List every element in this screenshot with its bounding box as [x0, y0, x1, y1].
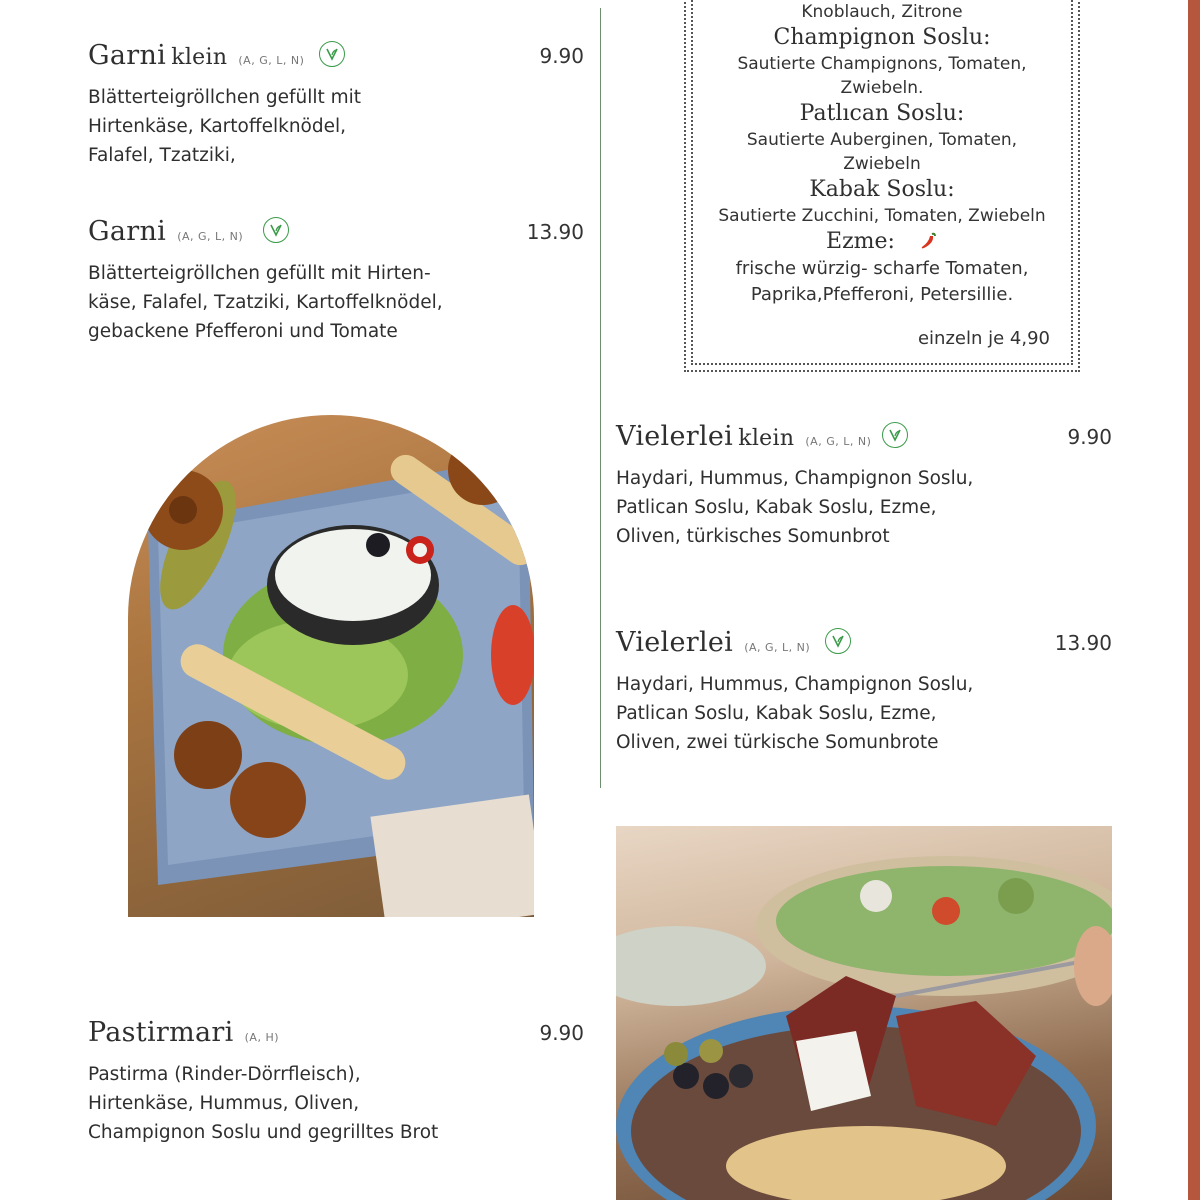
item-name-suffix: klein: [171, 45, 228, 70]
sauce-description: Sautierte Zucchini, Tomaten, Zwiebeln: [718, 206, 1046, 226]
allergen-codes: (A, G, L, N): [177, 230, 244, 243]
sauce-name: Champignon Soslu:: [773, 25, 991, 50]
allergen-codes: (A, G, L, N): [744, 641, 811, 654]
menu-item-vielerlei-klein: [616, 421, 1112, 551]
menu-item-garni: [88, 216, 584, 346]
sauce-description: frische würzig- scharfe Tomaten, Paprika,Pfefferoni, Petersillie.: [735, 258, 1029, 305]
menu-item-vielerlei: [616, 627, 1112, 757]
item-name: Vielerlei: [616, 627, 734, 658]
sauce-intro: Knoblauch, Zitrone: [801, 2, 963, 22]
allergen-codes: (A, G, L, N): [238, 54, 305, 67]
vegetarian-leaf-icon: [882, 422, 908, 448]
sauce-price-note: einzeln je 4,90: [917, 328, 1050, 349]
item-price: 9.90: [1067, 425, 1112, 449]
item-name-suffix: klein: [738, 426, 795, 451]
item-description: Pastirma (Rinder-Dörrfleisch), Hirtenkäse, Hummus, Oliven, Champignon Soslu und gegrilltes Brot: [88, 1064, 439, 1143]
item-description: Haydari, Hummus, Champignon Soslu, Patlican Soslu, Kabak Soslu, Ezme, Oliven, türkisches Somunbrot: [616, 468, 974, 547]
item-price: 13.90: [526, 220, 584, 244]
column-divider: [600, 8, 601, 788]
sauce-description: Sautierte Auberginen, Tomaten, Zwiebeln: [746, 130, 1018, 174]
item-price: 9.90: [539, 44, 584, 68]
sauce-box: [684, 0, 1080, 372]
item-name: Garni: [88, 216, 167, 247]
vegetarian-leaf-icon: [263, 217, 289, 243]
allergen-codes: (A, G, L, N): [805, 435, 872, 448]
vegetarian-leaf-icon: [319, 41, 345, 67]
item-description: Blätterteigröllchen gefüllt mit Hirten- käse, Falafel, Tzatziki, Kartoffelknödel, gebackene Pfefferoni und Tomate: [88, 263, 443, 342]
sauce-description: Sautierte Champignons, Tomaten, Zwiebeln.: [737, 54, 1027, 98]
item-price: 13.90: [1054, 631, 1112, 655]
sauce-name: Patlıcan Soslu:: [799, 101, 965, 126]
item-name: Vielerlei: [616, 421, 734, 452]
accent-strip: [1188, 0, 1200, 1200]
food-photo-pastirma-plate: [616, 826, 1112, 1200]
item-name: Garni: [88, 40, 167, 71]
item-name: Pastirmari: [88, 1017, 234, 1048]
allergen-codes: (A, H): [244, 1031, 280, 1044]
vegetarian-leaf-icon: [825, 628, 851, 654]
item-price: 9.90: [539, 1021, 584, 1045]
food-photo-garni-plate: [128, 415, 534, 917]
menu-item-garni-klein: [88, 40, 584, 170]
item-description: Blätterteigröllchen gefüllt mit Hirtenkäse, Kartoffelknödel, Falafel, Tzatziki,: [88, 87, 362, 166]
sauce-name: Kabak Soslu:: [809, 177, 955, 202]
menu-item-pastirmari: [88, 1017, 584, 1147]
chili-icon: [918, 231, 938, 251]
item-description: Haydari, Hummus, Champignon Soslu, Patlican Soslu, Kabak Soslu, Ezme, Oliven, zwei türkische Somunbrote: [616, 674, 974, 753]
sauce-name: Ezme:: [826, 229, 895, 254]
